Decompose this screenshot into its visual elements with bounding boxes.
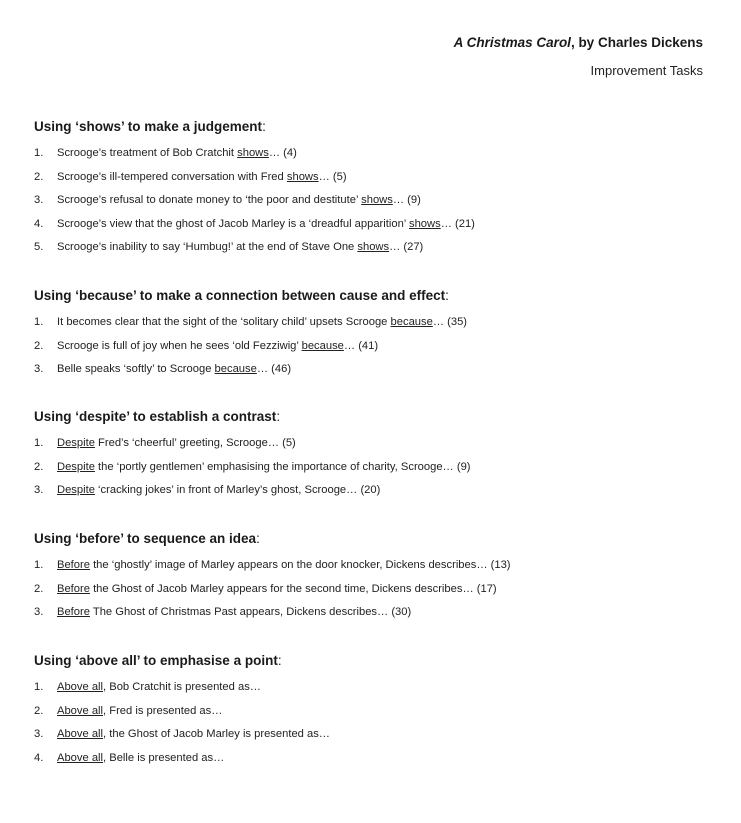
section-above-all xyxy=(34,651,714,770)
list-item: 2. Scrooge is full of joy when he sees ‘old Fezziwig’ because… (41) xyxy=(34,339,379,352)
list-item: 2. Before the Ghost of Jacob Marley appears for the second time, Dickens describes… (17) xyxy=(34,582,497,595)
list-item: 3. Before The Ghost of Christmas Past appears, Dickens describes… (30) xyxy=(34,606,412,618)
section-heading: Using ‘despite’ to establish a contrast: xyxy=(34,409,281,424)
list-item: 4. Scrooge’s view that the ghost of Jacob Marley is a ‘dreadful apparition’ shows… (21) xyxy=(34,217,475,230)
list-item: 2. Despite the ‘portly gentlemen’ emphasising the importance of charity, Scrooge… (9) xyxy=(34,460,471,473)
section-heading: Using ‘shows’ to make a judgement: xyxy=(34,119,266,134)
document-title xyxy=(454,35,703,50)
list-item: 1. It becomes clear that the sight of the ‘solitary child’ upsets Scrooge because… (35) xyxy=(34,316,468,328)
section-despite xyxy=(34,407,714,503)
section-heading: Using ‘because’ to make a connection between cause and effect: xyxy=(34,288,449,303)
list-item: 4. Above all, Belle is presented as… xyxy=(34,751,225,764)
title-work: A Christmas Carol xyxy=(453,35,571,50)
task-list xyxy=(34,432,714,503)
list-item: 5. Scrooge’s inability to say ‘Humbug!’ at the end of Stave One shows… (27) xyxy=(34,241,424,253)
list-item: 1. Despite Fred’s ‘cheerful’ greeting, Scrooge… (5) xyxy=(34,437,296,449)
list-item: 3. Despite ‘cracking jokes’ in front of Marley’s ghost, Scrooge… (20) xyxy=(34,484,381,496)
task-list xyxy=(34,311,714,382)
section-because xyxy=(34,286,714,382)
list-item: 2. Scrooge’s ill-tempered conversation with Fred shows… (5) xyxy=(34,170,347,183)
document-subtitle: Improvement Tasks xyxy=(590,63,703,78)
list-item: 1. Scrooge’s treatment of Bob Cratchit shows… (4) xyxy=(34,147,297,159)
list-item: 2. Above all, Fred is presented as… xyxy=(34,704,223,717)
list-item: 3. Above all, the Ghost of Jacob Marley is presented as… xyxy=(34,728,330,740)
task-list xyxy=(34,142,714,260)
task-list xyxy=(34,554,714,625)
list-item: 3. Scrooge’s refusal to donate money to ‘the poor and destitute’ shows… (9) xyxy=(34,194,421,206)
task-list xyxy=(34,676,714,770)
title-author: , by Charles Dickens xyxy=(570,35,703,50)
list-item: 1. Before the ‘ghostly’ image of Marley appears on the door knocker, Dickens describes… (13) xyxy=(34,559,511,571)
list-item: 1. Above all, Bob Cratchit is presented as… xyxy=(34,681,261,693)
section-before xyxy=(34,529,714,625)
section-shows xyxy=(34,117,714,260)
section-heading: Using ‘above all’ to emphasise a point: xyxy=(34,653,282,668)
section-heading: Using ‘before’ to sequence an idea: xyxy=(34,531,260,546)
list-item: 3. Belle speaks ‘softly’ to Scrooge because… (46) xyxy=(34,363,292,375)
